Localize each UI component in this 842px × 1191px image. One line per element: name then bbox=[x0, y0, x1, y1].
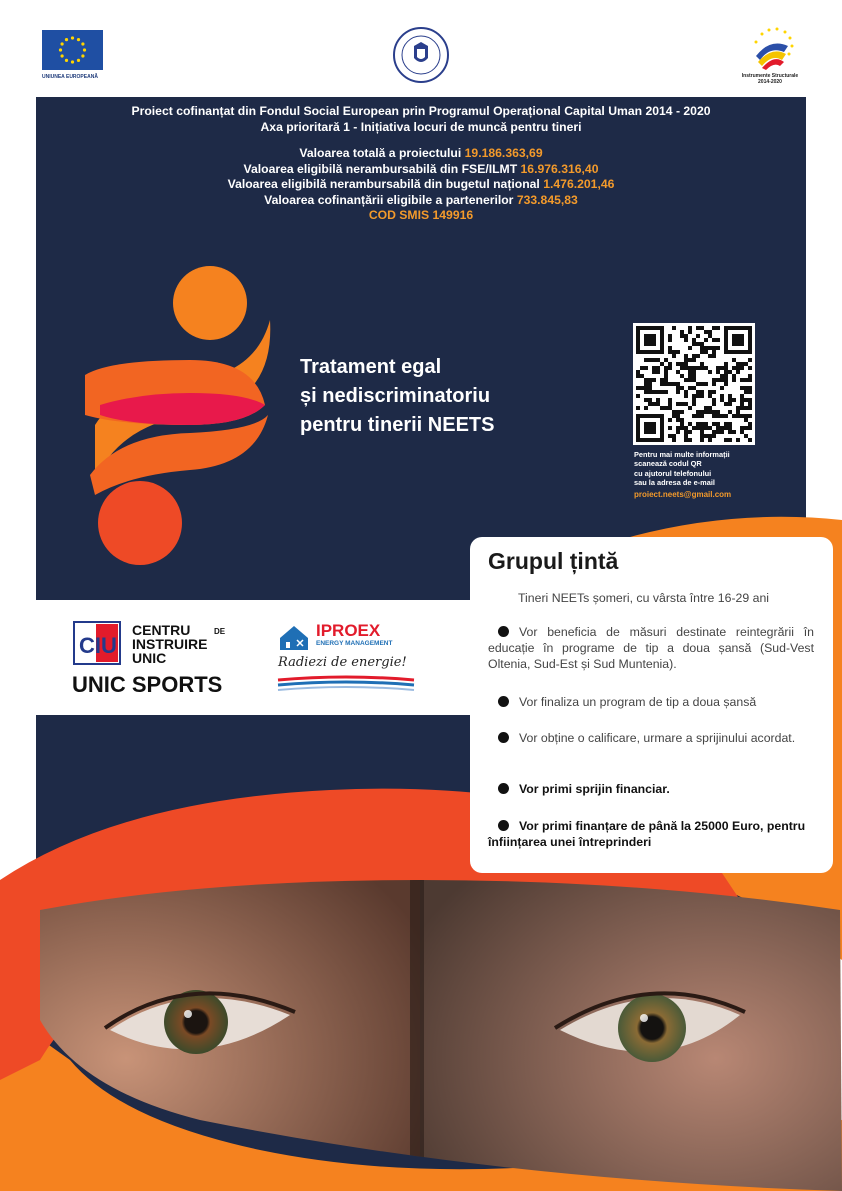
ciu-badge-text: CIU bbox=[79, 633, 117, 658]
partners-value-row bbox=[36, 193, 806, 209]
slogan-line1: Tratament egal bbox=[300, 356, 442, 378]
svg-text:DE bbox=[214, 627, 226, 636]
svg-text:UNIC bbox=[132, 650, 166, 666]
eu-caption: UNIUNEA EUROPEANĂ bbox=[42, 74, 98, 80]
unic-sports-text: UNIC SPORTS bbox=[72, 672, 223, 697]
slogan bbox=[300, 353, 580, 440]
project-info bbox=[36, 104, 806, 224]
ciu-de: DE bbox=[214, 627, 226, 636]
target-item-3-text: Vor obține o calificare, urmare a sprijinului acordat. bbox=[519, 731, 796, 745]
svg-text:UNIC SPORTS bbox=[72, 672, 222, 697]
smis-code: COD SMIS 149916 bbox=[368, 208, 474, 222]
fse-label: Valoarea eligibilă nerambursabilă din FSE/ILMT bbox=[243, 161, 518, 176]
slogan-line3: pentru tinerii NEETS bbox=[300, 414, 495, 436]
national-value-row bbox=[36, 177, 806, 193]
struct-caption-line2: 2014-2020 bbox=[758, 79, 782, 85]
iproex-tagline: Radiezi de energie! bbox=[278, 655, 407, 670]
total-value: 19.186.363,69 bbox=[464, 146, 543, 160]
partners-value: 733.845,83 bbox=[516, 192, 578, 207]
eu-stars-icon bbox=[42, 30, 103, 70]
target-item-4-text: Vor primi sprijin financiar. bbox=[519, 782, 670, 796]
bullet-icon bbox=[498, 696, 509, 707]
bullet-icon bbox=[498, 626, 509, 637]
iproex-name: IPROEX bbox=[316, 621, 381, 640]
target-group-title: Grupul țintă bbox=[488, 548, 619, 574]
ciu-line3: UNIC bbox=[132, 650, 167, 666]
qr-info-line2: scanează codul QR bbox=[634, 459, 702, 469]
qr-info-line3: cu ajutorul telefonului bbox=[634, 468, 712, 478]
fse-value-row bbox=[36, 162, 806, 178]
government-seal-logo bbox=[392, 26, 450, 84]
iproex-logo bbox=[276, 620, 416, 694]
total-label: Valoarea totală a proiectului bbox=[299, 146, 462, 160]
struct-caption-line1: Instrumente Structurale bbox=[741, 73, 799, 79]
figure-head-orange bbox=[173, 266, 247, 340]
qr-code-icon bbox=[633, 323, 755, 445]
contact-email-link[interactable]: proiect.neets@gmail.com bbox=[634, 489, 732, 499]
project-line2: Axa prioritară 1 - Inițiativa locuri de muncă pentru tineri bbox=[260, 119, 582, 134]
bullet-icon bbox=[498, 820, 509, 831]
qr-info bbox=[634, 450, 794, 499]
national-value: 1.476.201,46 bbox=[543, 177, 615, 191]
figure-bottom-circle bbox=[98, 481, 182, 565]
qr-info-line1: Pentru mai multe informații bbox=[634, 450, 730, 459]
neets-figure-logo bbox=[80, 265, 280, 595]
target-item-5-text: Vor primi finanțare de până la 25000 Euro, pentru înființarea unei întreprinderi bbox=[488, 819, 806, 849]
house-icon bbox=[280, 626, 308, 650]
target-group-subtitle: Tineri NEETs șomeri, cu vârsta între 16-29 ani bbox=[518, 591, 770, 605]
qr-info-line4: sau la adresa de e-mail bbox=[634, 478, 715, 488]
structural-instruments-caption bbox=[735, 73, 805, 85]
target-item-2-text: Vor finaliza un program de tip a doua șansă bbox=[519, 695, 757, 709]
target-item-4 bbox=[488, 781, 814, 797]
target-item-3 bbox=[488, 730, 814, 746]
svg-text:Radiezi de energie! bbox=[277, 655, 407, 670]
ciu-line2: INSTRUIRE bbox=[132, 636, 208, 652]
bullet-icon bbox=[498, 732, 509, 743]
svg-text:IPROEX bbox=[316, 621, 381, 640]
target-item-1-text: Vor beneficia de măsuri destinate reintegrării în educație în programe de tip a doua șansă (Sud-Vest Oltenia, Sud-Est și Sud Muntenia). bbox=[488, 625, 814, 671]
ciu-unic-sports-logo bbox=[72, 620, 232, 698]
bullet-icon bbox=[498, 783, 509, 794]
project-line1: Proiect cofinanțat din Fondul Social European prin Programul Operațional Capital Uman 2014 - 2020 bbox=[131, 104, 711, 118]
partners-label: Valoarea cofinanțării eligibile a partenerilor bbox=[264, 192, 514, 207]
target-item-5 bbox=[488, 818, 814, 850]
slogan-line2: și nediscriminatoriu bbox=[300, 385, 491, 407]
ciu-line1: CENTRU bbox=[132, 622, 191, 638]
eu-flag-logo bbox=[42, 30, 103, 70]
total-value-row bbox=[36, 146, 806, 162]
svg-text:ENERGY MANAGEMENT bbox=[316, 640, 392, 647]
target-item-2 bbox=[488, 694, 814, 710]
national-label: Valoarea eligibilă nerambursabilă din bugetul național bbox=[227, 177, 540, 191]
fse-value: 16.976.316,40 bbox=[520, 161, 599, 176]
target-item-1 bbox=[488, 624, 814, 672]
qr-code[interactable] bbox=[633, 323, 755, 445]
iproex-sub: ENERGY MANAGEMENT bbox=[316, 640, 393, 647]
